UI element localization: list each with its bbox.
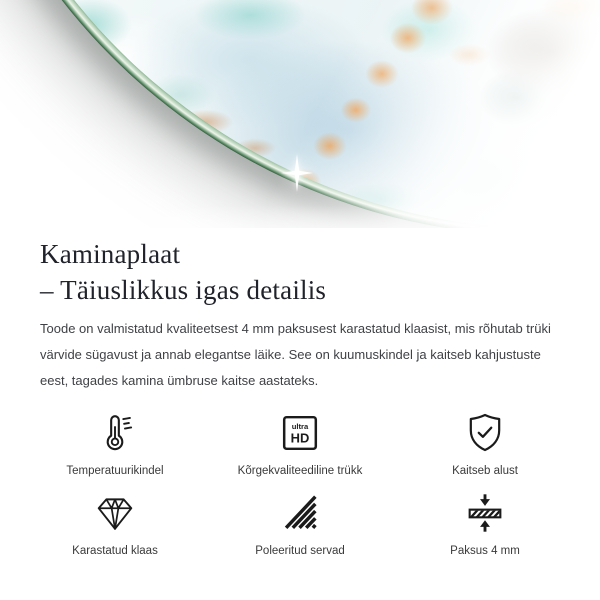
ultra-hd-icon: [277, 410, 323, 456]
feature-tempered-glass: [40, 490, 190, 557]
sparkle-icon: [275, 151, 319, 195]
thermometer-icon: [92, 410, 138, 456]
product-info-section: [0, 236, 600, 557]
feature-thickness: [410, 490, 560, 557]
svg-text:HD: HD: [290, 430, 310, 446]
product-description: Toode on valmistatud kvaliteetsest 4 mm paksusest karastatud klaasist, mis rõhutab trüki värvide sügavust ja annab elegantse läike. See on kuumuskindel ja kaitseb kahjustuste eest, tagades kamina ümbruse kaitse aastateks.: [40, 321, 551, 388]
diamond-icon: [92, 490, 138, 536]
title-line-1: Kaminaplaat: [40, 239, 181, 269]
feature-label: Paksus 4 mm: [450, 545, 520, 557]
svg-text:ultra: ultra: [291, 422, 309, 432]
feature-protects-base: [410, 410, 560, 477]
feature-label: Kõrgekvaliteediline trükk: [237, 465, 363, 477]
polished-edges-icon: [277, 490, 323, 536]
page-title: [40, 236, 560, 308]
feature-label: Kaitseb alust: [452, 465, 518, 477]
shield-check-icon: [462, 410, 508, 456]
feature-label: Poleeritud servad: [255, 545, 345, 557]
feature-polished-edges: [225, 490, 375, 557]
thickness-icon: [462, 490, 508, 536]
features-grid: [40, 410, 560, 557]
hero-section: [0, 0, 600, 228]
feature-temperature: [40, 410, 190, 477]
feature-label: Temperatuurikindel: [66, 465, 164, 477]
feature-label: Karastatud klaas: [72, 545, 158, 557]
feature-print-quality: [225, 410, 375, 477]
title-line-2: – Täiuslikkus igas detailis: [40, 275, 327, 305]
